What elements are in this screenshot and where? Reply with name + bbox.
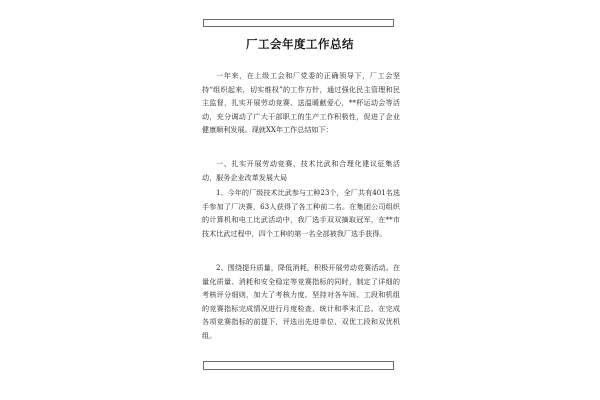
header-bar — [203, 19, 394, 27]
footer-bar — [203, 361, 394, 370]
body-paragraph-2: 2、围绕提升质量，降低消耗，积极开展劳动竞赛活动。在量化质量、消耗和安全稳定等竞赛指标的同时，制定了详细的考核评分细则，加大了考核力度。坚持对各车间、工段和机组的竞赛指标完成情况进行月度检查、统计和季末汇总。在完成各项竞赛指标的前提下，评选出先进单位、双优工段和双优机组。 — [202, 263, 400, 340]
intro-paragraph: 一年来，在上级工会和厂党委的正确领导下，厂工会坚持“组织起来，切实维权”的工作方针，通过强化民主管理和民主监督，扎实开展劳动竞赛、送温暖献爱心，**杯运动会等活动，充分调动了广大干部职工的生产工作积极性，促进了企业健康顺利发展。现就XX年工作总结如下： — [202, 71, 400, 135]
body-paragraph-1: 1、今年的厂级技术比武参与工种23个，全厂共有401名选手参加了厂决赛，63人获得了各工种前二名。在集团公司组织的计算机和电工比武活动中，我厂选手双双摘取冠军，在**市技术比武过程中，四个工种的第一名全部被我厂选手获得。 — [202, 188, 400, 238]
document-title: 厂工会年度工作总结 — [246, 37, 354, 51]
section-heading: 一、扎实开展劳动竞赛、技术比武和合理化建议征集活动，服务企业改革发展大局 — [202, 159, 400, 182]
